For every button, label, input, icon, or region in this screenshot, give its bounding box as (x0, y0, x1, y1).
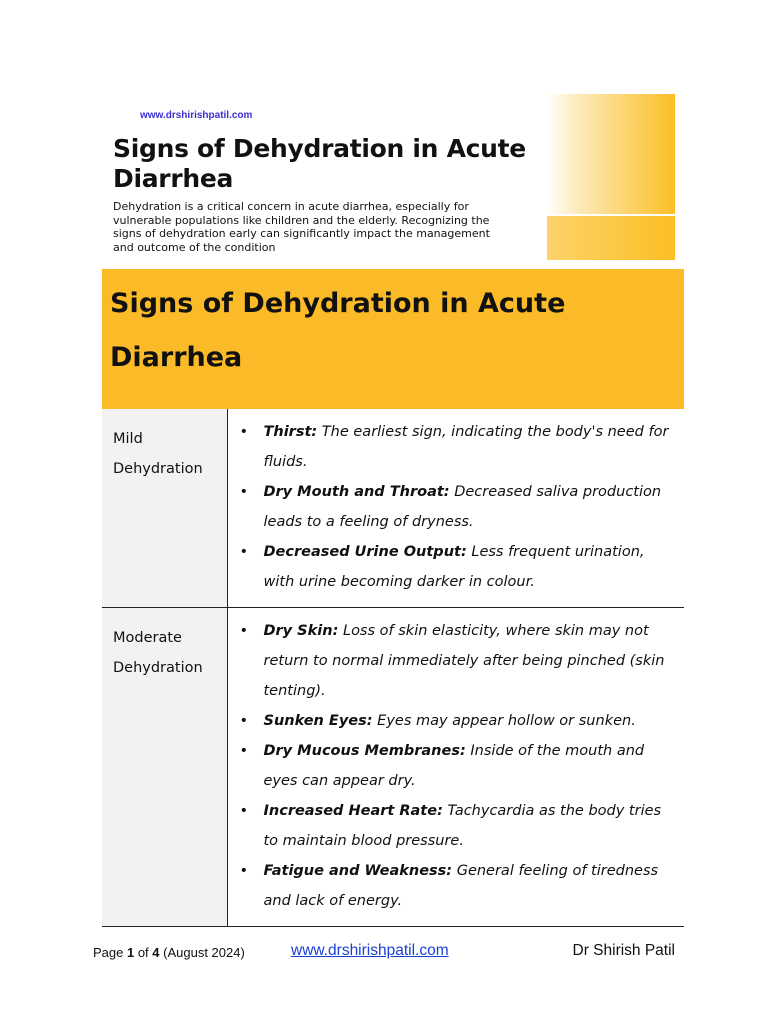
bullet-icon: • (239, 544, 249, 560)
dehydration-signs-table (102, 409, 684, 927)
section-banner (102, 269, 684, 409)
stage-cell (102, 608, 227, 927)
stage-label: Moderate Dehydration (113, 630, 203, 676)
sign-term: Dry Mucous Membranes: (263, 743, 466, 759)
list-item (228, 706, 685, 736)
sign-description: Loss of skin elasticity, where skin may not return to normal immediately after being pinched (skin tenting). (263, 623, 665, 699)
signs-list (228, 616, 685, 916)
bullet-icon: • (239, 713, 249, 729)
sign-description: General feeling of tiredness and lack of energy. (263, 863, 659, 909)
site-link[interactable]: www.drshirishpatil.com (140, 110, 253, 121)
decorative-gradient-block (547, 94, 675, 214)
sign-term: Fatigue and Weakness: (263, 863, 453, 879)
page-current: 1 (126, 945, 135, 960)
list-item (228, 417, 685, 477)
list-item (228, 537, 685, 597)
bullet-icon: • (239, 803, 249, 819)
page-of: of (134, 945, 153, 960)
list-item (228, 616, 685, 706)
page-title: Signs of Dehydration in Acute Diarrhea (113, 134, 526, 193)
bullet-icon: • (239, 484, 249, 500)
sign-description: Eyes may appear hollow or sunken. (372, 713, 636, 729)
list-item (228, 856, 685, 916)
sign-term: Decreased Urine Output: (263, 544, 467, 560)
footer-website-link[interactable]: www.drshirishpatil.com (291, 942, 449, 959)
table-row (102, 409, 684, 608)
sign-term: Dry Skin: (263, 623, 339, 639)
sign-term: Thirst: (263, 424, 318, 440)
bullet-icon: • (239, 743, 249, 759)
bullet-icon: • (239, 863, 249, 879)
list-item (228, 796, 685, 856)
intro-paragraph: Dehydration is a critical concern in acute diarrhea, especially for vulnerable populations like children and the elderly. Recognizing the signs of dehydration early can significantly impact the management and outcome of the condition (113, 200, 490, 254)
decorative-gradient-strip (547, 216, 675, 260)
sign-description: Decreased saliva production leads to a feeling of dryness. (263, 484, 662, 530)
sign-term: Sunken Eyes: (263, 713, 373, 729)
page-number (93, 945, 245, 960)
sign-description: The earliest sign, indicating the body's need for fluids. (263, 424, 669, 470)
sign-term: Dry Mouth and Throat: (263, 484, 450, 500)
list-item (228, 736, 685, 796)
bullet-icon: • (239, 424, 249, 440)
page-prefix: Page (93, 945, 127, 960)
sign-description: Tachycardia as the body tries to maintain blood pressure. (263, 803, 662, 849)
signs-cell (227, 409, 684, 608)
signs-cell (227, 608, 684, 927)
page-date: (August 2024) (159, 945, 245, 960)
stage-cell (102, 409, 227, 608)
footer-author: Dr Shirish Patil (572, 942, 675, 959)
table-row (102, 608, 684, 927)
list-item (228, 477, 685, 537)
page-total: 4 (152, 945, 160, 960)
signs-list (228, 417, 685, 597)
section-heading: Signs of Dehydration in Acute Diarrhea (110, 288, 566, 373)
bullet-icon: • (239, 623, 249, 639)
sign-description: Inside of the mouth and eyes can appear dry. (263, 743, 645, 789)
page-footer (93, 942, 675, 962)
stage-label: Mild Dehydration (113, 431, 203, 477)
sign-term: Increased Heart Rate: (263, 803, 443, 819)
sign-description: Less frequent urination, with urine becoming darker in colour. (263, 544, 645, 590)
